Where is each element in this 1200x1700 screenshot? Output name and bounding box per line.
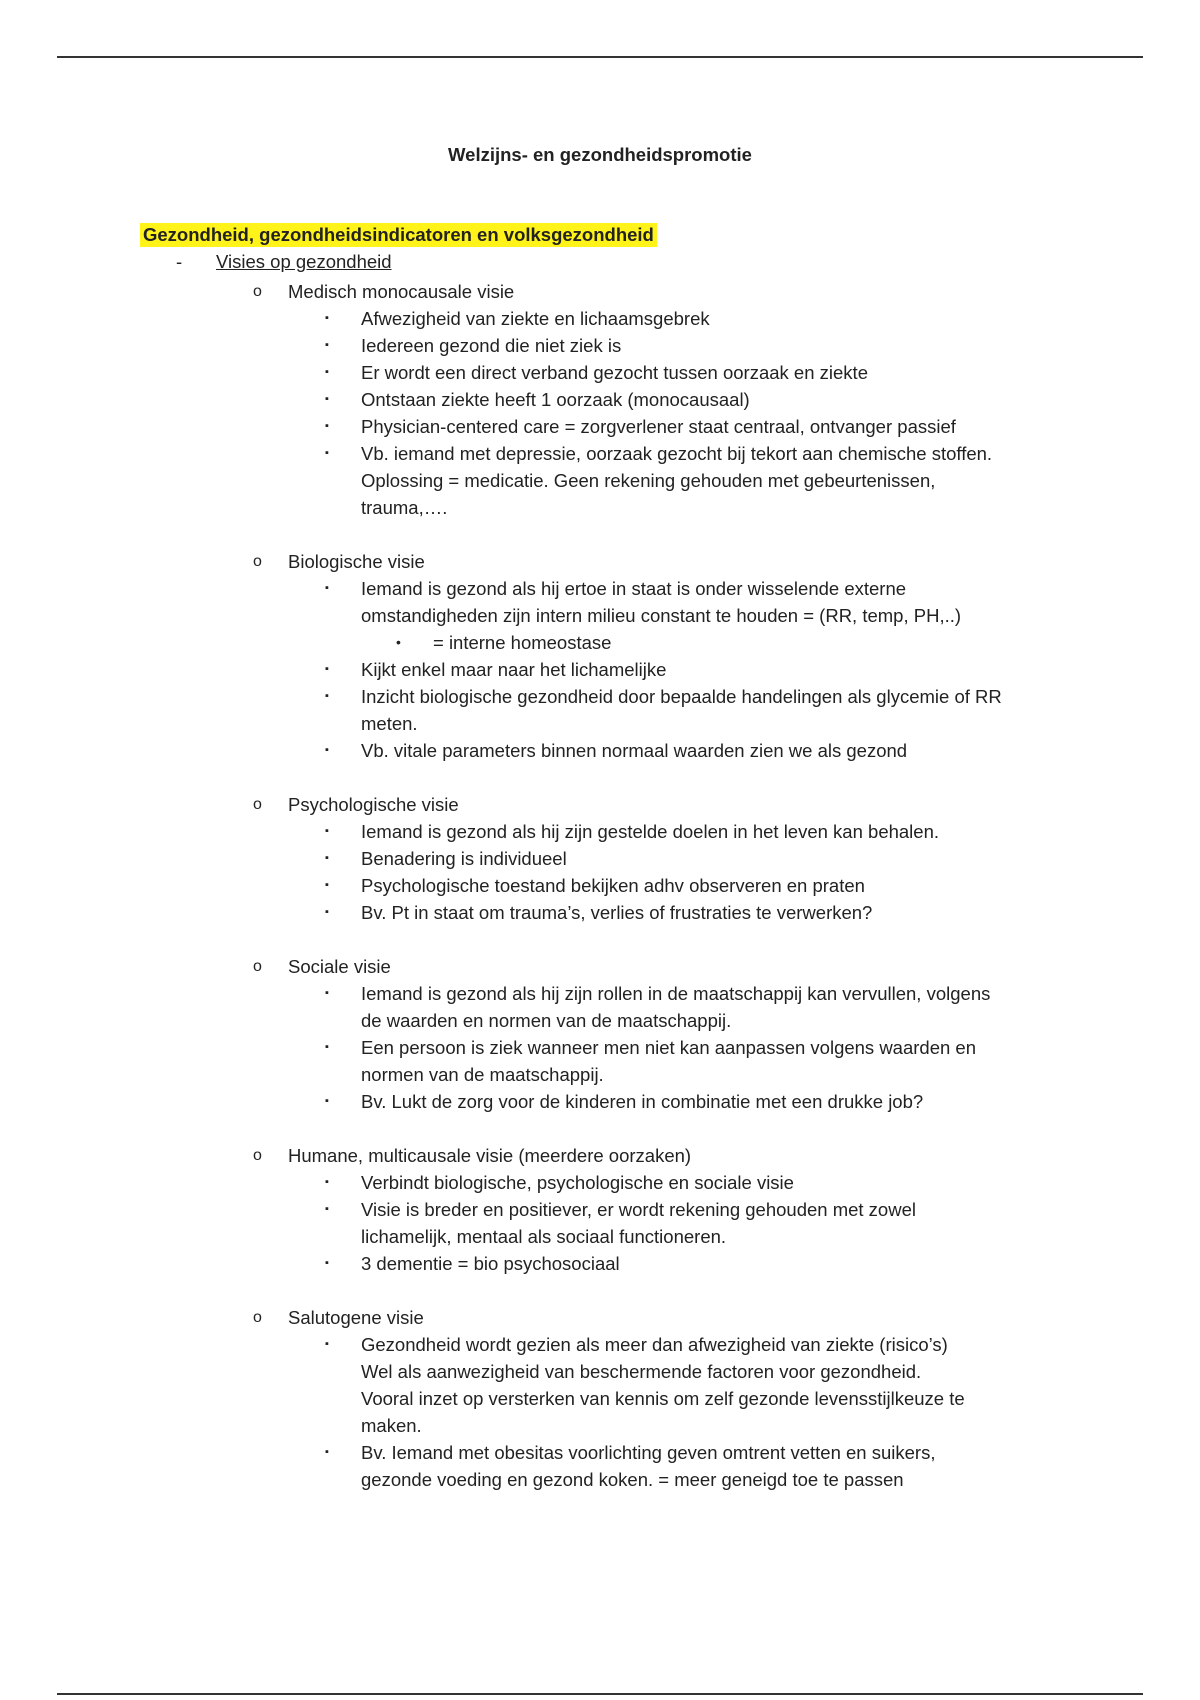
- list-item: ▪ Inzicht biologische gezondheid door bepaalde handelingen als glycemie of RR meten.: [0, 683, 1200, 737]
- list-item: ▪ Iedereen gezond die niet ziek is: [0, 332, 1200, 359]
- square-bullet: ▪: [325, 312, 329, 324]
- square-bullet: ▪: [325, 1203, 329, 1215]
- vision-title: Medisch monocausale visie: [288, 281, 515, 302]
- square-bullet: ▪: [325, 1446, 329, 1458]
- circle-bullet: o: [253, 553, 262, 570]
- list-item: ▪ Ontstaan ziekte heeft 1 oorzaak (monocausaal): [0, 386, 1200, 413]
- square-bullet: ▪: [325, 690, 329, 702]
- square-bullet: ▪: [325, 852, 329, 864]
- visions-list: [0, 278, 1200, 1520]
- list-item: ▪ Iemand is gezond als hij zijn gestelde doelen in het leven kan behalen.: [0, 818, 1200, 845]
- circle-bullet: o: [253, 283, 262, 300]
- vision-title: Psychologische visie: [288, 794, 459, 815]
- square-bullet: ▪: [325, 420, 329, 432]
- square-bullet: ▪: [325, 582, 329, 594]
- list-item: ▪ Iemand is gezond als hij zijn rollen in de maatschappij kan vervullen, volgens de waarden en normen van de maatschappij.: [0, 980, 1200, 1034]
- dash-bullet: -: [176, 251, 183, 272]
- square-bullet: ▪: [325, 879, 329, 891]
- vision-group: [0, 1304, 1200, 1493]
- vision-group: [0, 953, 1200, 1115]
- list-item: ▪ 3 dementie = bio psychosociaal: [0, 1250, 1200, 1277]
- vision-title: Biologische visie: [288, 551, 425, 572]
- square-bullet: ▪: [325, 1176, 329, 1188]
- square-bullet: ▪: [325, 987, 329, 999]
- list-item: ▪ Afwezigheid van ziekte en lichaamsgebrek: [0, 305, 1200, 332]
- list-item: ▪ Bv. Iemand met obesitas voorlichting geven omtrent vetten en suikers, gezonde voeding en gezond koken. = meer geneigd toe te passen: [0, 1439, 1200, 1493]
- level1-text: Visies op gezondheid: [216, 251, 392, 272]
- vision-title: Sociale visie: [288, 956, 391, 977]
- circle-bullet: o: [253, 796, 262, 813]
- square-bullet: ▪: [325, 1095, 329, 1107]
- vision-title: Salutogene visie: [288, 1307, 424, 1328]
- square-bullet: ▪: [325, 447, 329, 459]
- section-heading: Gezondheid, gezondheidsindicatoren en volksgezondheid: [140, 223, 657, 247]
- list-item: ▪ Iemand is gezond als hij ertoe in staat is onder wisselende externe omstandigheden zijn intern milieu constant te houden = (RR, temp, PH,..) • = interne homeostase: [0, 575, 1200, 656]
- vision-group: [0, 1142, 1200, 1277]
- circle-bullet: o: [253, 1147, 262, 1164]
- list-item: ▪ Een persoon is ziek wanneer men niet kan aanpassen volgens waarden en normen van de maatschappij.: [0, 1034, 1200, 1088]
- list-item: ▪ Bv. Lukt de zorg voor de kinderen in combinatie met een drukke job?: [0, 1088, 1200, 1115]
- list-item: ▪ Gezondheid wordt gezien als meer dan afwezigheid van ziekte (risico’s) Wel als aanwezigheid van beschermende factoren voor gezondheid. Vooral inzet op versterken van kennis om zelf gezonde levensstijlkeuze te maken.: [0, 1331, 1200, 1439]
- square-bullet: ▪: [325, 393, 329, 405]
- square-bullet: ▪: [325, 825, 329, 837]
- square-bullet: ▪: [325, 1338, 329, 1350]
- circle-bullet: o: [253, 1309, 262, 1326]
- vision-group: [0, 548, 1200, 764]
- vision-group: [0, 791, 1200, 926]
- circle-bullet: o: [253, 958, 262, 975]
- square-bullet: ▪: [325, 744, 329, 756]
- list-item: ▪ Bv. Pt in staat om trauma’s, verlies of frustraties te verwerken?: [0, 899, 1200, 926]
- list-item: ▪ Visie is breder en positiever, er wordt rekening gehouden met zowel lichamelijk, mentaal als sociaal functioneren.: [0, 1196, 1200, 1250]
- list-item: ▪ Psychologische toestand bekijken adhv observeren en praten: [0, 872, 1200, 899]
- square-bullet: ▪: [325, 1257, 329, 1269]
- square-bullet: ▪: [325, 906, 329, 918]
- document-title: Welzijns- en gezondheidspromotie: [448, 144, 752, 165]
- square-bullet: ▪: [325, 339, 329, 351]
- list-item: ▪ Vb. iemand met depressie, oorzaak gezocht bij tekort aan chemische stoffen. Oplossing = medicatie. Geen rekening gehouden met gebeurtenissen, trauma,….: [0, 440, 1200, 521]
- vision-title: Humane, multicausale visie (meerdere oorzaken): [288, 1145, 692, 1166]
- list-item: ▪ Benadering is individueel: [0, 845, 1200, 872]
- vision-group: [0, 278, 1200, 521]
- top-rule: [57, 56, 1143, 58]
- list-item: ▪ Vb. vitale parameters binnen normaal waarden zien we als gezond: [0, 737, 1200, 764]
- list-item: ▪ Physician-centered care = zorgverlener staat centraal, ontvanger passief: [0, 413, 1200, 440]
- list-item: ▪ Verbindt biologische, psychologische en sociale visie: [0, 1169, 1200, 1196]
- square-bullet: ▪: [325, 1041, 329, 1053]
- bottom-rule: [57, 1693, 1143, 1695]
- list-item: ▪ Kijkt enkel maar naar het lichamelijke: [0, 656, 1200, 683]
- square-bullet: ▪: [325, 663, 329, 675]
- dot-bullet: •: [396, 634, 401, 650]
- list-item: ▪ Er wordt een direct verband gezocht tussen oorzaak en ziekte: [0, 359, 1200, 386]
- square-bullet: ▪: [325, 366, 329, 378]
